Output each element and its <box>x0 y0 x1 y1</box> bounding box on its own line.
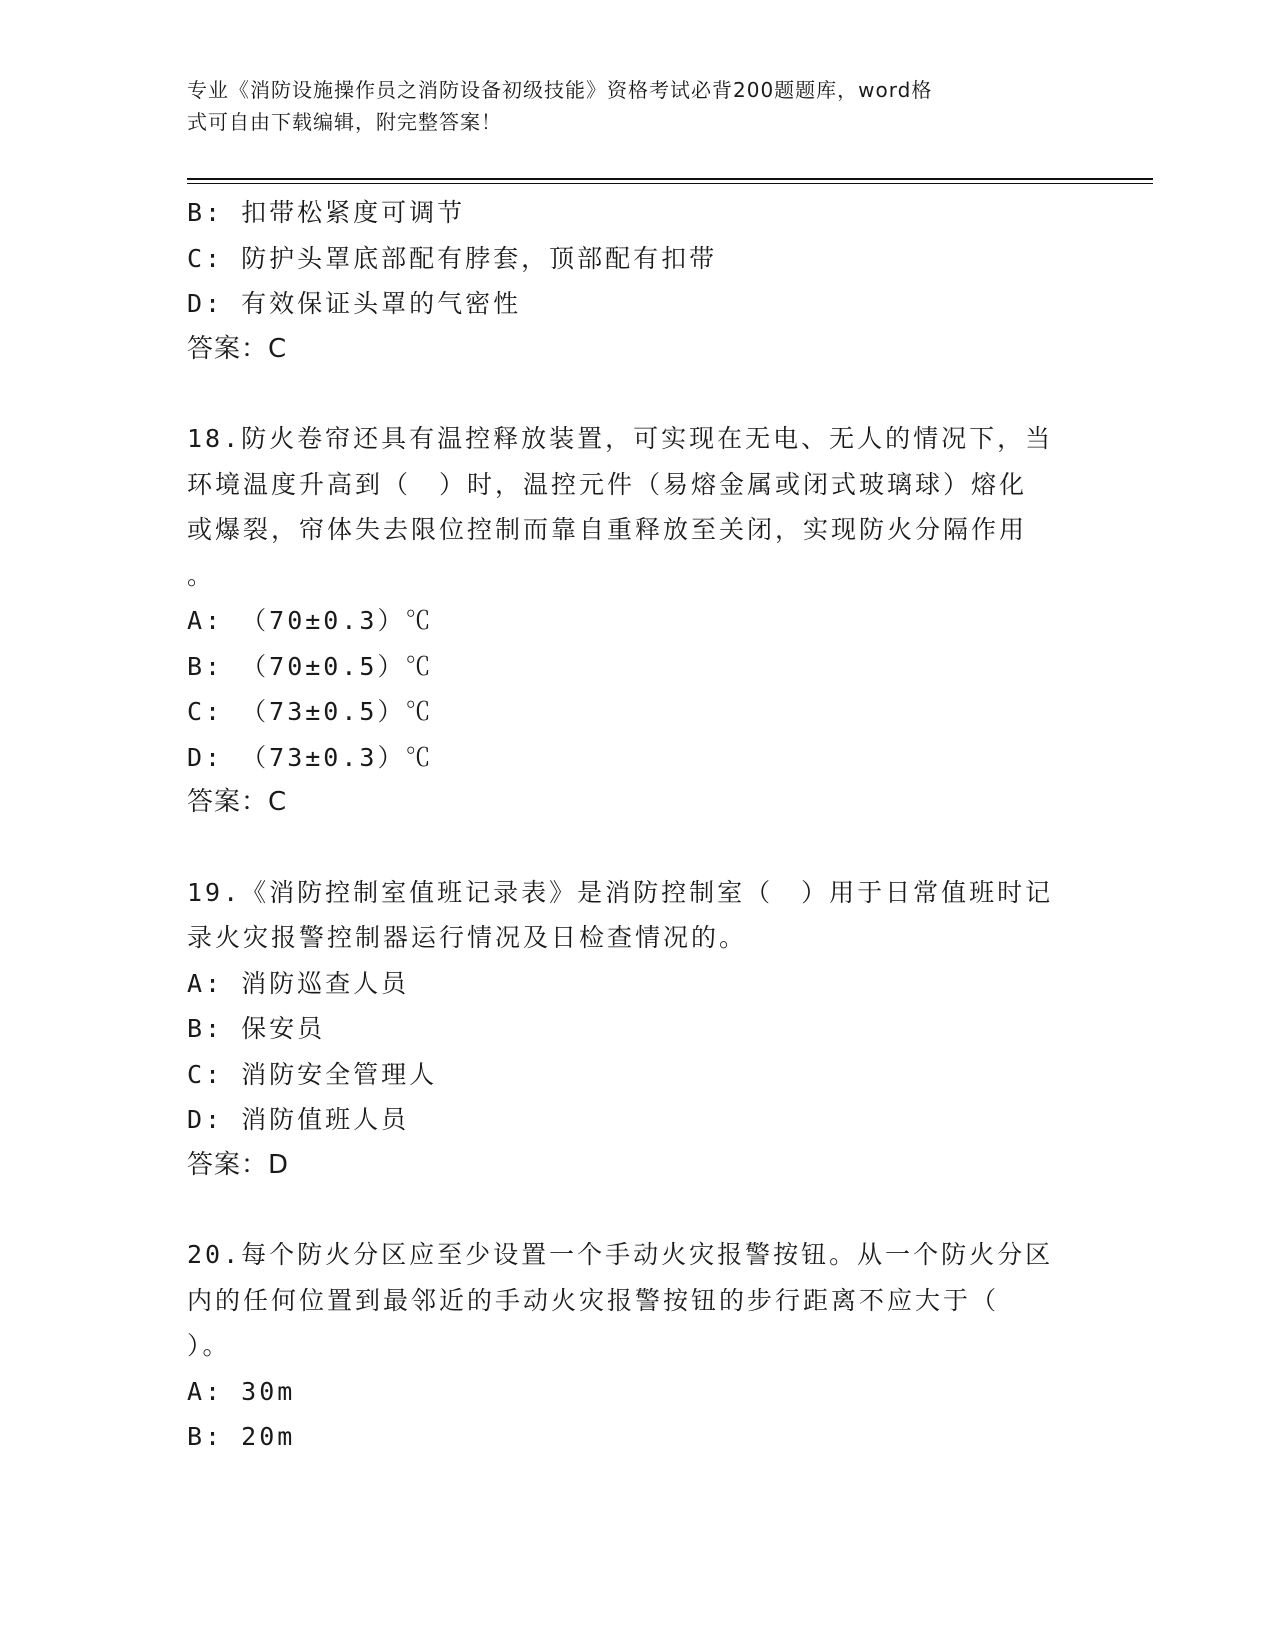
option-d: D: 消防值班人员 <box>187 1105 410 1134</box>
option-a: A: 消防巡查人员 <box>187 968 410 998</box>
question-text-line: 18.防火卷帘还具有温控释放装置，可实现在无电、无人的情况下，当 <box>187 424 1054 453</box>
question-text-line: 环境温度升高到（ ）时，温控元件（易熔金属或闭式玻璃球）熔化 <box>187 469 1028 499</box>
answer-line: 答案：D <box>187 1149 290 1180</box>
spacer <box>187 372 1067 416</box>
option-b: B: 扣带松紧度可调节 <box>187 198 466 227</box>
question-list <box>187 190 1067 1460</box>
header-title-line-2: 式可自由下载编辑，附完整答案！ <box>187 110 502 134</box>
option-b: B: 20m <box>187 1422 296 1451</box>
option-c: C: 消防安全管理人 <box>187 1059 438 1089</box>
option-d: D: （73±0.3）℃ <box>187 742 434 772</box>
question-text-line: 20.每个防火分区应至少设置一个手动火灾报警按钮。从一个防火分区 <box>187 1240 1054 1269</box>
question-20 <box>187 1232 1067 1460</box>
option-a: A: （70±0.3）℃ <box>187 606 434 635</box>
question-17-tail <box>187 190 1067 372</box>
header-divider-thin <box>187 183 1153 184</box>
option-b: B: （70±0.5）℃ <box>187 651 434 681</box>
option-c: C: 防护头罩底部配有脖套，顶部配有扣带 <box>187 243 718 273</box>
question-19 <box>187 870 1067 1189</box>
spacer <box>187 1188 1067 1232</box>
spacer <box>187 826 1067 870</box>
header-title-line-1: 专业《消防设施操作员之消防设备初级技能》资格考试必背200题题库，word格 <box>187 78 933 102</box>
question-text-line: 或爆裂，帘体失去限位控制而靠自重释放至关闭，实现防火分隔作用 <box>187 515 1028 544</box>
answer-line: 答案：C <box>187 787 288 817</box>
option-b: B: 保安员 <box>187 1014 326 1043</box>
document-header <box>187 74 1067 138</box>
option-c: C: （73±0.5）℃ <box>187 697 434 726</box>
answer-line: 答案：C <box>187 333 288 364</box>
header-divider <box>187 178 1153 180</box>
question-text-line: 19.《消防控制室值班记录表》是消防控制室（ ）用于日常值班时记 <box>187 877 1054 907</box>
question-18 <box>187 416 1067 826</box>
question-text-line: ）。 <box>187 1331 231 1360</box>
question-text-line: 内的任何位置到最邻近的手动火灾报警按钮的步行距离不应大于（ <box>187 1285 1000 1315</box>
option-a: A: 30m <box>187 1376 296 1406</box>
question-text-line: 录火灾报警控制器运行情况及日检查情况的。 <box>187 923 748 952</box>
question-text-line: 。 <box>187 560 216 590</box>
option-d: D: 有效保证头罩的气密性 <box>187 289 522 318</box>
